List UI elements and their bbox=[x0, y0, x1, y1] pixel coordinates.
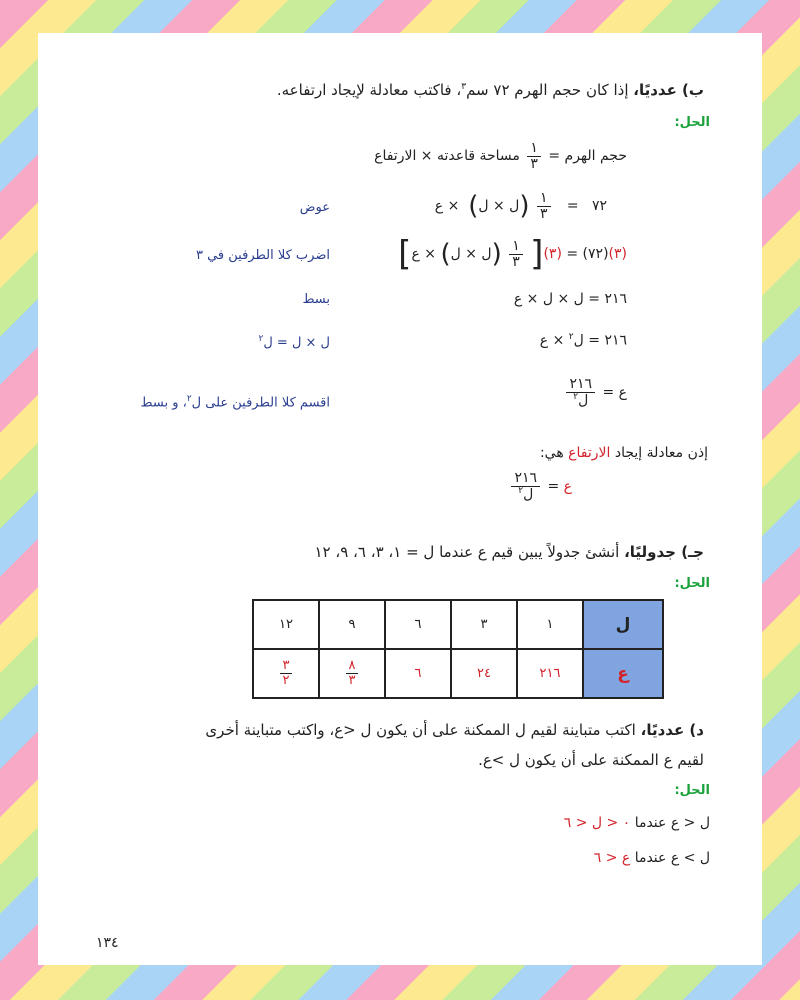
conclusion-red: الارتفاع bbox=[568, 445, 611, 461]
table-cell: ٩ bbox=[319, 600, 385, 649]
table-header-l: ل bbox=[583, 600, 663, 649]
frac-num: ٣ bbox=[280, 659, 293, 674]
eq1-fraction bbox=[527, 141, 541, 171]
table-row bbox=[253, 600, 663, 649]
frac-den-var: ل bbox=[523, 486, 534, 503]
ineq2-red: ع < ٦ bbox=[593, 850, 631, 866]
note-square-sup: ٢ bbox=[258, 334, 264, 344]
bracket-open: [ bbox=[530, 234, 544, 274]
paren-close: ) bbox=[468, 191, 479, 222]
cell-fraction bbox=[280, 659, 293, 687]
table-cell: ٣ bbox=[451, 600, 517, 649]
note-divide bbox=[141, 394, 330, 410]
equation-line-3 bbox=[398, 234, 627, 274]
table-cell: ١٢ bbox=[253, 600, 319, 649]
part-d-label: د) عدديًا، bbox=[640, 721, 704, 739]
paren-open: ( bbox=[519, 191, 530, 222]
equation-line-5 bbox=[540, 332, 627, 349]
part-c-text: أنشئ جدولاً يبين قيم ع عندما ل = ١، ٣، ٦، ٩، ١٢ bbox=[314, 543, 620, 561]
note-substitute: عوض bbox=[299, 200, 330, 215]
table-row bbox=[253, 649, 663, 698]
final-left: ع bbox=[563, 478, 572, 495]
note-divide-sup: ٢ bbox=[186, 394, 192, 404]
frac-num: ١ bbox=[509, 239, 523, 255]
frac-den: ٣ bbox=[512, 253, 520, 270]
table-cell: ٢٤ bbox=[451, 649, 517, 698]
frac-den-sup: ٢ bbox=[573, 391, 579, 402]
inequality-1 bbox=[564, 815, 710, 831]
table-cell: ٦ bbox=[385, 649, 451, 698]
part-d-text2: لقيم ع الممكنة على أن يكون ل >ع. bbox=[478, 751, 704, 769]
frac-den: ٢ bbox=[282, 673, 290, 688]
eq3-fraction bbox=[509, 239, 523, 269]
cell-fraction bbox=[346, 659, 359, 687]
part-b-sup: ٣ bbox=[461, 82, 467, 92]
equation-line-4: ٢١٦ = ل × ل × ع bbox=[513, 291, 627, 307]
eq6-left: ع = bbox=[602, 384, 627, 401]
equation-line-2 bbox=[435, 191, 607, 221]
eq5-text: ٢١٦ = ل bbox=[573, 332, 627, 349]
eq2-expr: ل × ل bbox=[478, 198, 520, 215]
conclusion-b: هي: bbox=[539, 445, 569, 461]
part-d-solution-label: الحل: bbox=[674, 783, 710, 798]
part-c-solution-label: الحل: bbox=[674, 576, 710, 591]
paren-close: ) bbox=[440, 239, 451, 269]
eq1-equals: = bbox=[548, 148, 561, 165]
ineq2-text: ل > ع عندما bbox=[634, 850, 710, 866]
eq5-sup: ٢ bbox=[568, 332, 574, 342]
ineq1-text: ل < ع عندما bbox=[634, 815, 710, 831]
eq6-fraction bbox=[566, 377, 595, 408]
bracket-close: ] bbox=[398, 234, 412, 274]
part-c-question bbox=[314, 543, 704, 561]
frac-den bbox=[570, 393, 591, 408]
frac-den: ٣ bbox=[348, 673, 356, 688]
ineq1-red: ٠ < ل < ٦ bbox=[563, 815, 631, 831]
equation-line-6 bbox=[563, 377, 627, 408]
part-d-text1: اكتب متباينة لقيم ل الممكنة على أن يكون ل <ع، واكتب متباينة أخرى bbox=[205, 721, 636, 739]
eq5-text2: × ع bbox=[539, 332, 569, 349]
frac-num: ١ bbox=[537, 191, 551, 207]
conclusion-a: إذن معادلة إيجاد bbox=[610, 445, 708, 461]
table-cell: ٢١٦ bbox=[517, 649, 583, 698]
frac-num: ٨ bbox=[346, 659, 359, 674]
frac-den: ٣ bbox=[539, 205, 548, 222]
table-cell bbox=[319, 649, 385, 698]
final-equation bbox=[508, 471, 572, 502]
frac-den-sup: ٢ bbox=[518, 485, 524, 496]
page bbox=[38, 33, 762, 965]
note-divide-text2: ، و بسط bbox=[140, 395, 187, 411]
part-b-solution-label: الحل: bbox=[674, 115, 710, 130]
frac-num: ٢١٦ bbox=[566, 377, 595, 393]
eq3-seventy-two: (٧٢) bbox=[582, 246, 609, 262]
frac-num: ١ bbox=[527, 141, 541, 157]
equation-line-1 bbox=[374, 141, 627, 171]
frac-den: ٣ bbox=[530, 155, 538, 172]
eq2-fraction bbox=[537, 191, 551, 221]
note-simplify: بسط bbox=[302, 292, 330, 307]
part-b-question bbox=[277, 81, 704, 99]
table-header-a: ع bbox=[583, 649, 663, 698]
eq3-rest: × ع bbox=[411, 246, 436, 262]
note-square bbox=[259, 334, 331, 350]
eq3-equals: = bbox=[566, 246, 579, 262]
conclusion bbox=[540, 445, 708, 461]
final-equals: = bbox=[547, 478, 560, 495]
table-cell bbox=[253, 649, 319, 698]
frac-num: ٢١٦ bbox=[511, 471, 540, 487]
page-number: ١٣٤ bbox=[96, 935, 119, 951]
table-cell: ١ bbox=[517, 600, 583, 649]
frac-den-var: ل bbox=[578, 392, 589, 409]
part-b-text: إذا كان حجم الهرم ٧٢ سم bbox=[466, 81, 629, 99]
part-b-label: ب) عدديًا، bbox=[633, 81, 704, 99]
eq3-three-right: (٣) bbox=[543, 246, 562, 262]
eq1-right: مساحة قاعدته × الارتفاع bbox=[374, 148, 520, 165]
eq2-rest: × ع bbox=[434, 198, 460, 215]
final-fraction bbox=[511, 471, 540, 502]
part-c-label: جـ) جدوليًا، bbox=[624, 543, 704, 561]
eq1-left: حجم الهرم bbox=[564, 148, 627, 165]
frac-den bbox=[515, 487, 536, 502]
eq3-expr: ل × ل bbox=[450, 246, 492, 262]
note-divide-text: اقسم كلا الطرفين على ل bbox=[191, 395, 330, 411]
part-d-question bbox=[205, 721, 704, 739]
paren-open: ( bbox=[491, 239, 502, 269]
values-table bbox=[252, 599, 664, 699]
inequality-2 bbox=[594, 850, 710, 866]
eq2-equals: = bbox=[566, 198, 579, 215]
part-b-text2: ، فاكتب معادلة لإيجاد ارتفاعه. bbox=[276, 81, 462, 99]
table-cell: ٦ bbox=[385, 600, 451, 649]
eq3-three-left: (٣) bbox=[608, 246, 627, 262]
note-multiply: اضرب كلا الطرفين في ٣ bbox=[195, 248, 330, 263]
note-square-text: ل × ل = ل bbox=[263, 335, 330, 351]
eq2-left: ٧٢ bbox=[591, 198, 607, 215]
